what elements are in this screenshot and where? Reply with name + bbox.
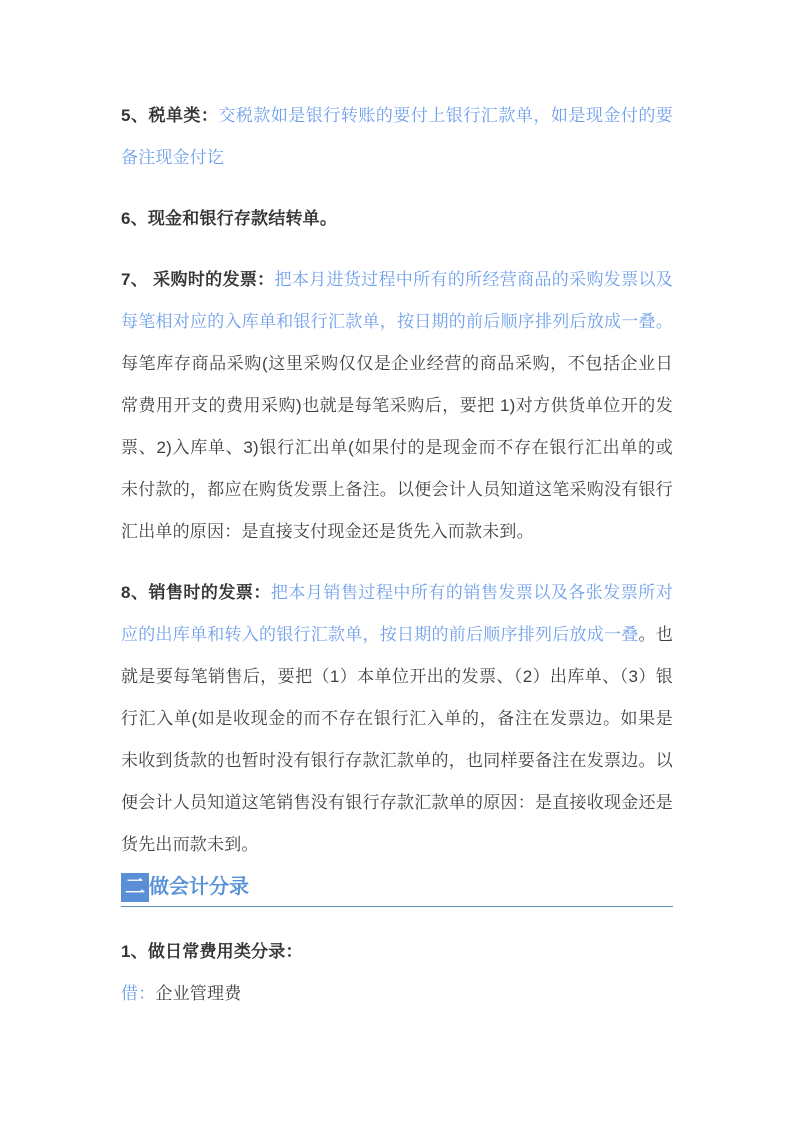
heading-marker-badge: 二: [121, 873, 149, 902]
entry-1-label: 1、做日常费用类分录：: [121, 942, 303, 962]
section-7-highlight-text: 把本月进货过程中所有的所经营商品的采购发票以及每笔相对应的入库单和银行汇款单，按日期的前后顺序排列后放成一叠。: [121, 270, 673, 331]
debit-label: 借：: [121, 984, 156, 1004]
paragraph-cash-bank-transfer-slip: [121, 198, 673, 240]
section-6-label: 6、现金和银行存款结转单。: [121, 209, 338, 228]
paragraph-daily-expense-entry-label: [121, 931, 673, 973]
section-8-body-text: 。也就是要每笔销售后，要把（1）本单位开出的发票、（2）出库单、（3）银行汇入单(如是收现金的而不存在银行汇入单的，备注在发票边。如果是未收到货款的也暂时没有银行存款汇款单的，也同样要备注在发票边。以便会计人员知道这笔销售没有银行存款汇款单的原因：是直接收现金还是货先出而款未到。: [121, 625, 673, 854]
section-5-highlight-text: 交税款如是银行转账的要付上银行汇款单，如是现金付的要备注现金付讫: [121, 106, 674, 167]
paragraph-debit-line: [121, 973, 673, 1015]
paragraph-purchase-invoices: [121, 259, 673, 553]
section-7-label: 7、 采购时的发票：: [121, 270, 275, 289]
paragraph-tax-documents: [121, 95, 673, 179]
debit-account: 企业管理费: [155, 984, 242, 1004]
section-heading-accounting-entries: [121, 873, 673, 907]
section-7-body-text: 每笔库存商品采购(这里采购仅仅是企业经营的商品采购，不包括企业日常费用开支的费用采购)也就是每笔采购后，要把 1)对方供货单位开的发票、2)入库单、3)银行汇出单(如果付的是现金而不存在银行汇出单的或未付款的，都应在购货发票上备注。以便会计人员知道这笔采购没有银行汇出单的原因：是直接支付现金还是货先入而款未到。: [121, 354, 673, 541]
section-5-label: 5、税单类：: [121, 106, 219, 125]
paragraph-sales-invoices: [121, 572, 673, 866]
section-8-highlight-text: 把本月销售过程中所有的销售发票以及各张发票所对应的出库单和转入的银行汇款单，按日期的前后顺序排列后放成一叠: [121, 583, 673, 644]
section-8-label: 8、销售时的发票：: [121, 583, 271, 602]
heading-title: 做会计分录: [149, 876, 249, 899]
